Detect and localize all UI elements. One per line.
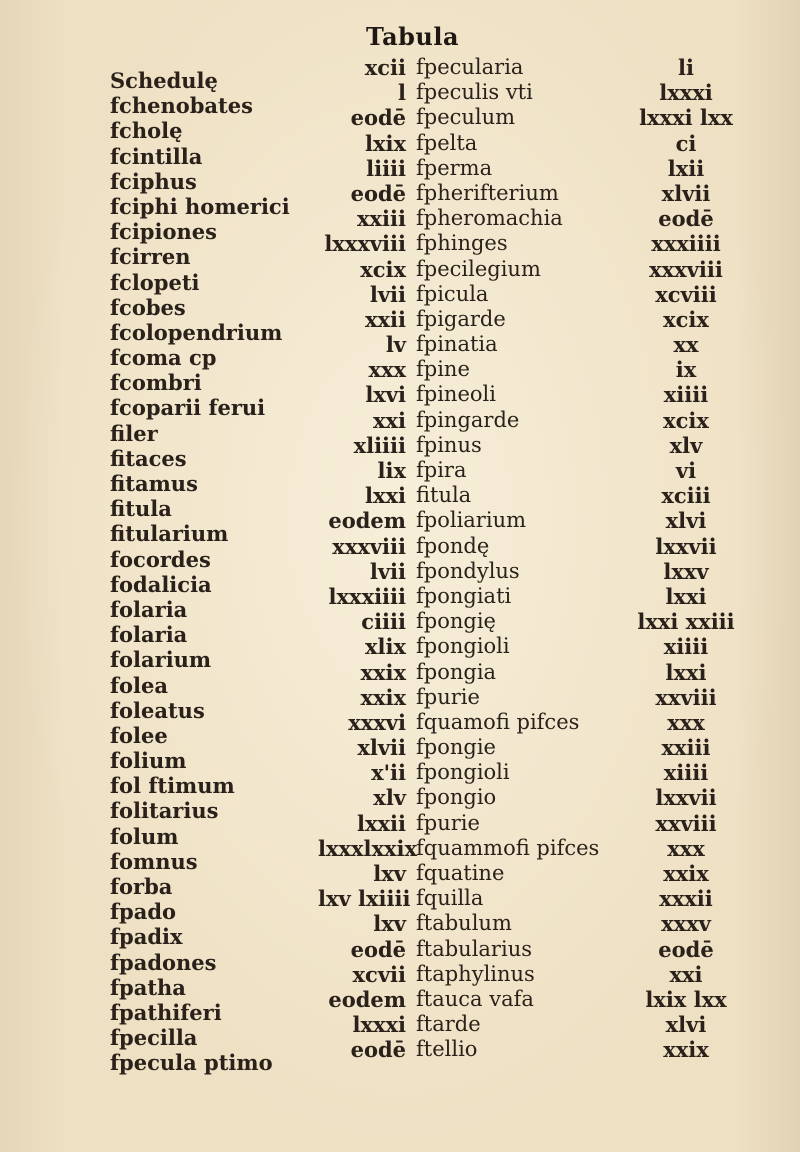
index-entry: fcombri	[110, 370, 202, 396]
index-entry: lxii	[667, 155, 705, 181]
index-entry: xiiii	[663, 382, 709, 408]
index-entry: folium	[110, 748, 187, 774]
index-entry: folaria	[110, 596, 188, 622]
index-entry: ftabulum	[416, 911, 512, 936]
index-entry: fpineoli	[416, 382, 496, 407]
index-entry: xlvi	[665, 1012, 707, 1038]
index-entry: eodē	[350, 105, 406, 131]
index-entry: fphinges	[416, 231, 508, 256]
index-entry: xxi	[669, 961, 703, 987]
index-entry: fciphus	[110, 168, 197, 194]
index-entry: xxx	[368, 357, 406, 383]
index-entry: fpecula ptimo	[110, 1050, 273, 1076]
index-entry: lxix lxx	[645, 986, 727, 1012]
index-entry: fclopeti	[110, 269, 200, 295]
index-entry: vi	[675, 458, 697, 483]
index-entry: eodē	[350, 936, 406, 962]
index-entry: xcii	[364, 55, 406, 80]
index-entry: fpeculum	[416, 105, 516, 130]
index-entry: fpinatia	[416, 332, 498, 357]
index-entry: fcoparii ferui	[110, 395, 266, 421]
index-entry: x'ii	[371, 760, 406, 786]
index-entry: xlvii	[357, 735, 406, 761]
index-entry: fpado	[110, 899, 177, 925]
index-entry: fpurie	[416, 684, 480, 709]
index-entry: fpongioli	[416, 760, 510, 785]
index-entry: xlv	[669, 432, 703, 458]
index-entry: lxxvii	[655, 533, 717, 559]
index-entry: xxxii	[659, 886, 713, 912]
index-entry: lxix	[365, 130, 406, 156]
index-entry: eodē	[350, 1037, 406, 1063]
index-entry: lxv lxiiii	[318, 886, 411, 912]
index-entry: fpingarde	[416, 407, 520, 432]
index-words-column	[110, 68, 350, 1076]
index-entry: fpadix	[110, 924, 183, 950]
index-entry: eodē	[658, 936, 714, 962]
index-entry: fpadones	[110, 949, 217, 975]
index-entry: xxi	[372, 407, 406, 433]
index-entry: fcolopendrium	[110, 319, 283, 345]
index-entry: folitarius	[110, 798, 219, 824]
index-entry: ci	[675, 130, 697, 156]
index-entry: Schedulę	[110, 68, 218, 93]
index-entry: lxxi	[365, 483, 406, 509]
index-entry: lxxii	[357, 810, 406, 836]
index-entry: lxxxi	[659, 80, 713, 106]
index-entry: fciphi homerici	[110, 193, 290, 219]
index-entry: lxxi	[665, 659, 707, 685]
index-entry: folee	[110, 722, 168, 748]
index-entry: fpecilegium	[416, 256, 541, 281]
index-entry: xxxviii	[649, 256, 723, 282]
index-entry: fcirren	[110, 244, 191, 270]
index-entry: folarium	[110, 647, 212, 673]
index-entry: ftarde	[416, 1012, 481, 1037]
index-entry: fquammofi pifces	[416, 835, 600, 860]
index-entry: fcipiones	[110, 219, 217, 245]
index-entry: xxix	[663, 861, 709, 886]
index-entry: fomnus	[110, 848, 198, 874]
index-entry: eodē	[350, 180, 406, 206]
index-entry: lxxvii	[655, 785, 717, 811]
index-entry: xxx	[667, 709, 705, 735]
index-entry: xcix	[663, 407, 709, 433]
index-entry: fpurie	[416, 810, 480, 835]
index-entry: lvii	[369, 558, 406, 584]
index-entry: lix	[377, 458, 406, 483]
index-entry: xciii	[661, 483, 711, 509]
index-entry: xcix	[360, 256, 406, 282]
index-entry: l	[398, 80, 406, 106]
index-entry: fitula	[110, 496, 172, 522]
index-entry: fpigarde	[416, 306, 506, 331]
index-entry: lv	[385, 332, 406, 358]
index-entry: fpecilla	[110, 1025, 198, 1051]
index-entry: folum	[110, 823, 179, 849]
index-entry: li	[678, 55, 694, 80]
index-entry: xlvii	[661, 180, 711, 206]
index-entry: eodem	[328, 508, 406, 534]
index-entry: fpelta	[416, 130, 478, 155]
index-entry: liiii	[366, 155, 406, 181]
index-entry: forba	[110, 874, 173, 899]
index-entry: xxviii	[655, 684, 717, 710]
index-entry: folaria	[110, 622, 188, 648]
index-entry: fcobes	[110, 294, 186, 320]
index-entry: fcholę	[110, 118, 183, 144]
index-entry: lvii	[369, 281, 406, 307]
index-entry: fperma	[416, 155, 493, 180]
index-entry: fpicula	[416, 281, 489, 306]
index-entry: xx	[673, 332, 699, 358]
index-entry: xxiii	[357, 206, 406, 232]
index-entry: lxxi xxiii	[637, 609, 735, 635]
index-entry: ftauca vafa	[416, 986, 534, 1011]
index-entry: fpecularia	[416, 55, 524, 79]
index-entry: xcix	[663, 306, 709, 332]
index-entry: fpondę	[416, 533, 490, 558]
index-entry: lxxxi	[352, 1012, 406, 1038]
index-entry: fitaces	[110, 445, 187, 471]
index-entry: fpondylus	[416, 558, 520, 583]
index-entry: xcvii	[352, 961, 406, 987]
index-entry: filer	[110, 420, 158, 446]
index-entry: fpine	[416, 357, 470, 382]
index-entry: lxvi	[365, 382, 406, 408]
index-entry: ftabularius	[416, 936, 532, 961]
index-entry: fpira	[416, 458, 467, 482]
index-entry: xxxiiii	[651, 231, 721, 257]
index-entry: xlv	[373, 785, 406, 811]
index-entry: xxxviii	[332, 533, 406, 559]
index-entry: fpongie	[416, 735, 496, 760]
folio-numbers-right-column	[612, 55, 760, 1063]
index-entry: lxxv	[663, 558, 709, 584]
index-entry: ftellio	[416, 1037, 478, 1062]
index-entry: fpinus	[416, 432, 482, 457]
index-entry: fpoliarium	[416, 508, 527, 533]
index-entry: lxxxiiii	[328, 583, 406, 609]
index-entry: fpheromachia	[416, 206, 563, 231]
index-entry: lxv	[373, 911, 406, 937]
index-entry: fquatine	[416, 861, 505, 885]
index-entry: lxxxlxxix	[318, 835, 418, 861]
index-entry: xiiii	[663, 634, 709, 660]
index-entry: xcviii	[655, 281, 717, 307]
index-entry: ftaphylinus	[416, 961, 535, 986]
index-entry: fcintilla	[110, 143, 203, 169]
index-entry: fpongioli	[416, 634, 510, 659]
index-entry: eodē	[658, 206, 714, 232]
index-entry: focordes	[110, 546, 211, 572]
index-entry: fitularium	[110, 521, 229, 547]
index-entry: xxx	[667, 835, 705, 861]
index-entry: xxix	[663, 1037, 709, 1063]
index-entry: xiiii	[663, 760, 709, 786]
index-entry: fpherifterium	[416, 180, 559, 205]
index-entry: ix	[675, 357, 697, 383]
index-entry: fitula	[416, 483, 472, 508]
index-entry: xxix	[360, 659, 406, 685]
index-entry: lxxi	[665, 583, 707, 609]
index-entry: fquamofi pifces	[416, 709, 580, 734]
index-entry: fpathiferi	[110, 999, 222, 1025]
index-entry: fpongiati	[416, 583, 512, 608]
index-entry: eodem	[328, 986, 406, 1012]
index-entry: lxxxviii	[324, 231, 406, 257]
index-entry: lxv	[373, 861, 406, 886]
page-title: Tabula	[366, 22, 460, 51]
index-entry: fpatha	[110, 974, 186, 1000]
index-entry: fpongię	[416, 609, 496, 634]
index-entry: xxix	[360, 684, 406, 710]
index-entry: xlvi	[665, 508, 707, 534]
index-entry: xxxvi	[348, 709, 406, 735]
index-entry: fol ftimum	[110, 773, 235, 799]
index-entry: ciiii	[361, 609, 406, 635]
index-entry: fpeculis vti	[416, 80, 533, 105]
index-entry: fpongio	[416, 785, 497, 810]
index-terms-column	[416, 55, 636, 1063]
folio-numbers-column	[318, 55, 418, 1063]
index-entry: xlix	[365, 634, 406, 660]
index-entry: lxxxi lxx	[639, 105, 733, 131]
index-entry: xxii	[365, 306, 406, 332]
index-entry: fchenobates	[110, 93, 253, 119]
index-entry: xxiii	[661, 735, 711, 761]
index-entry: folea	[110, 672, 168, 698]
index-entry: fodalicia	[110, 571, 212, 597]
index-entry: fpongia	[416, 659, 497, 684]
index-entry: xliiii	[353, 432, 406, 458]
index-entry: fquilla	[416, 886, 484, 911]
index-entry: foleatus	[110, 697, 205, 723]
index-entry: xxxv	[661, 911, 711, 937]
index-entry: fitamus	[110, 471, 198, 496]
index-entry: fcoma cp	[110, 345, 217, 371]
index-entry: xxviii	[655, 810, 717, 836]
